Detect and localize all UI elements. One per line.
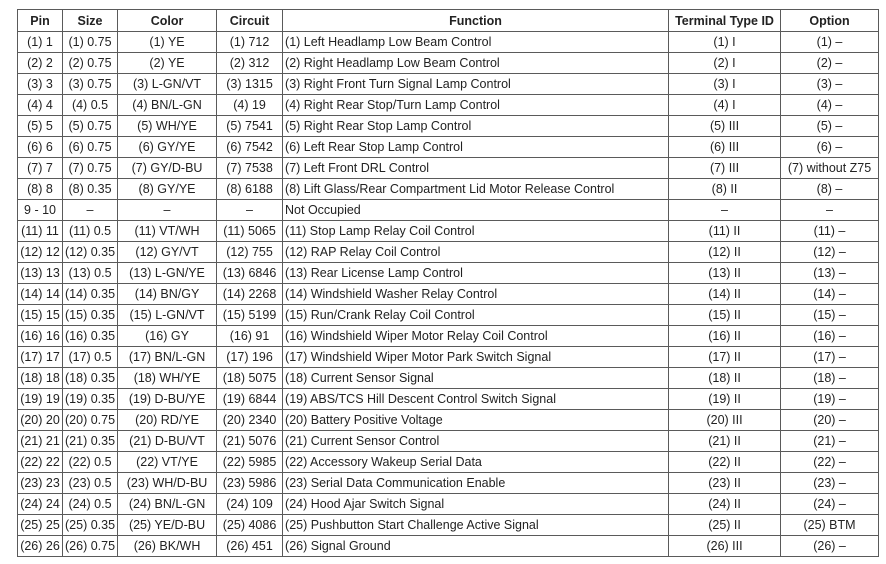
cell-terminal-type-id: (6) III [669, 137, 781, 158]
cell-color: (4) BN/L-GN [118, 95, 217, 116]
cell-circuit: (20) 2340 [217, 410, 283, 431]
cell-size: (16) 0.35 [63, 326, 118, 347]
cell-pin: (11) 11 [18, 221, 63, 242]
cell-terminal-type-id: (16) II [669, 326, 781, 347]
cell-size: (23) 0.5 [63, 473, 118, 494]
cell-terminal-type-id: (18) II [669, 368, 781, 389]
cell-pin: (4) 4 [18, 95, 63, 116]
cell-function: (17) Windshield Wiper Motor Park Switch Signal [283, 347, 669, 368]
cell-color: (25) YE/D-BU [118, 515, 217, 536]
cell-pin: (18) 18 [18, 368, 63, 389]
cell-size: (14) 0.35 [63, 284, 118, 305]
cell-option: (22) – [781, 452, 879, 473]
cell-size: (24) 0.5 [63, 494, 118, 515]
cell-size: (19) 0.35 [63, 389, 118, 410]
cell-terminal-type-id: (3) I [669, 74, 781, 95]
cell-pin: (16) 16 [18, 326, 63, 347]
cell-option: (7) without Z75 [781, 158, 879, 179]
cell-circuit: (19) 6844 [217, 389, 283, 410]
header-row [18, 10, 879, 32]
cell-pin: (2) 2 [18, 53, 63, 74]
cell-terminal-type-id: (25) II [669, 515, 781, 536]
cell-function: (7) Left Front DRL Control [283, 158, 669, 179]
cell-size: (25) 0.35 [63, 515, 118, 536]
cell-circuit: (1) 712 [217, 32, 283, 53]
cell-terminal-type-id: (15) II [669, 305, 781, 326]
cell-function: (3) Right Front Turn Signal Lamp Control [283, 74, 669, 95]
table-row [18, 326, 879, 347]
table-row [18, 32, 879, 53]
header-pin: Pin [18, 10, 63, 32]
cell-terminal-type-id: (1) I [669, 32, 781, 53]
cell-circuit: (7) 7538 [217, 158, 283, 179]
cell-option: (4) – [781, 95, 879, 116]
cell-function: (23) Serial Data Communication Enable [283, 473, 669, 494]
cell-terminal-type-id: (11) II [669, 221, 781, 242]
cell-pin: (24) 24 [18, 494, 63, 515]
cell-color: (20) RD/YE [118, 410, 217, 431]
cell-function: (6) Left Rear Stop Lamp Control [283, 137, 669, 158]
cell-circuit: (13) 6846 [217, 263, 283, 284]
cell-terminal-type-id: (21) II [669, 431, 781, 452]
cell-terminal-type-id: (24) II [669, 494, 781, 515]
table-row [18, 221, 879, 242]
cell-circuit: (18) 5075 [217, 368, 283, 389]
cell-circuit: (17) 196 [217, 347, 283, 368]
cell-option: (24) – [781, 494, 879, 515]
cell-size: (7) 0.75 [63, 158, 118, 179]
table-row [18, 368, 879, 389]
table-body [18, 32, 879, 557]
cell-circuit: – [217, 200, 283, 221]
cell-option: (18) – [781, 368, 879, 389]
cell-color: (3) L-GN/VT [118, 74, 217, 95]
table-row [18, 263, 879, 284]
cell-size: (18) 0.35 [63, 368, 118, 389]
header-option: Option [781, 10, 879, 32]
cell-option: (21) – [781, 431, 879, 452]
cell-option: (16) – [781, 326, 879, 347]
cell-option: (2) – [781, 53, 879, 74]
cell-function: (1) Left Headlamp Low Beam Control [283, 32, 669, 53]
cell-color: (23) WH/D-BU [118, 473, 217, 494]
cell-pin: (23) 23 [18, 473, 63, 494]
table-row [18, 53, 879, 74]
cell-circuit: (5) 7541 [217, 116, 283, 137]
cell-circuit: (24) 109 [217, 494, 283, 515]
cell-option: (17) – [781, 347, 879, 368]
cell-circuit: (4) 19 [217, 95, 283, 116]
table-row [18, 200, 879, 221]
cell-function: (11) Stop Lamp Relay Coil Control [283, 221, 669, 242]
cell-terminal-type-id: (14) II [669, 284, 781, 305]
cell-color: (24) BN/L-GN [118, 494, 217, 515]
cell-circuit: (3) 1315 [217, 74, 283, 95]
cell-terminal-type-id: (4) I [669, 95, 781, 116]
cell-option: (12) – [781, 242, 879, 263]
cell-function: (5) Right Rear Stop Lamp Control [283, 116, 669, 137]
cell-size: (2) 0.75 [63, 53, 118, 74]
table-row [18, 410, 879, 431]
header-terminal-type-id: Terminal Type ID [669, 10, 781, 32]
cell-terminal-type-id: (17) II [669, 347, 781, 368]
cell-function: (15) Run/Crank Relay Coil Control [283, 305, 669, 326]
cell-pin: (22) 22 [18, 452, 63, 473]
cell-size: (6) 0.75 [63, 137, 118, 158]
table-row [18, 179, 879, 200]
cell-color: (5) WH/YE [118, 116, 217, 137]
cell-option: (11) – [781, 221, 879, 242]
cell-option: (25) BTM [781, 515, 879, 536]
table-row [18, 137, 879, 158]
cell-size: (5) 0.75 [63, 116, 118, 137]
cell-pin: (13) 13 [18, 263, 63, 284]
cell-option: (13) – [781, 263, 879, 284]
cell-function: (13) Rear License Lamp Control [283, 263, 669, 284]
cell-pin: (26) 26 [18, 536, 63, 557]
cell-terminal-type-id: (26) III [669, 536, 781, 557]
cell-size: (17) 0.5 [63, 347, 118, 368]
cell-circuit: (2) 312 [217, 53, 283, 74]
cell-circuit: (23) 5986 [217, 473, 283, 494]
table-row [18, 389, 879, 410]
cell-option: (8) – [781, 179, 879, 200]
cell-color: (17) BN/L-GN [118, 347, 217, 368]
cell-option: (1) – [781, 32, 879, 53]
cell-terminal-type-id: (22) II [669, 452, 781, 473]
cell-function: (14) Windshield Washer Relay Control [283, 284, 669, 305]
cell-color: (13) L-GN/YE [118, 263, 217, 284]
cell-color: (6) GY/YE [118, 137, 217, 158]
cell-circuit: (8) 6188 [217, 179, 283, 200]
cell-option: (19) – [781, 389, 879, 410]
cell-function: (4) Right Rear Stop/Turn Lamp Control [283, 95, 669, 116]
cell-circuit: (6) 7542 [217, 137, 283, 158]
cell-color: (16) GY [118, 326, 217, 347]
cell-size: (26) 0.75 [63, 536, 118, 557]
cell-color: (11) VT/WH [118, 221, 217, 242]
cell-size: (22) 0.5 [63, 452, 118, 473]
cell-pin: (1) 1 [18, 32, 63, 53]
cell-pin: (7) 7 [18, 158, 63, 179]
cell-function: (8) Lift Glass/Rear Compartment Lid Motor Release Control [283, 179, 669, 200]
cell-color: (1) YE [118, 32, 217, 53]
cell-size: (8) 0.35 [63, 179, 118, 200]
cell-color: (8) GY/YE [118, 179, 217, 200]
cell-terminal-type-id: (12) II [669, 242, 781, 263]
table-row [18, 242, 879, 263]
cell-size: (11) 0.5 [63, 221, 118, 242]
header-circuit: Circuit [217, 10, 283, 32]
cell-pin: (8) 8 [18, 179, 63, 200]
cell-size: (4) 0.5 [63, 95, 118, 116]
cell-pin: (12) 12 [18, 242, 63, 263]
cell-option: (6) – [781, 137, 879, 158]
cell-function: (25) Pushbutton Start Challenge Active Signal [283, 515, 669, 536]
cell-terminal-type-id: (19) II [669, 389, 781, 410]
cell-circuit: (14) 2268 [217, 284, 283, 305]
cell-pin: (14) 14 [18, 284, 63, 305]
cell-color: (15) L-GN/VT [118, 305, 217, 326]
table-row [18, 305, 879, 326]
table-row [18, 95, 879, 116]
cell-pin: (19) 19 [18, 389, 63, 410]
cell-option: (23) – [781, 473, 879, 494]
cell-size: (13) 0.5 [63, 263, 118, 284]
cell-color: (26) BK/WH [118, 536, 217, 557]
cell-function: (26) Signal Ground [283, 536, 669, 557]
cell-option: (3) – [781, 74, 879, 95]
cell-size: (3) 0.75 [63, 74, 118, 95]
cell-size: – [63, 200, 118, 221]
cell-option: (15) – [781, 305, 879, 326]
cell-option: (26) – [781, 536, 879, 557]
cell-color: (18) WH/YE [118, 368, 217, 389]
cell-circuit: (26) 451 [217, 536, 283, 557]
cell-function: (20) Battery Positive Voltage [283, 410, 669, 431]
cell-circuit: (25) 4086 [217, 515, 283, 536]
header-color: Color [118, 10, 217, 32]
cell-size: (1) 0.75 [63, 32, 118, 53]
cell-color: (12) GY/VT [118, 242, 217, 263]
table-row [18, 347, 879, 368]
cell-function: Not Occupied [283, 200, 669, 221]
cell-circuit: (15) 5199 [217, 305, 283, 326]
cell-size: (20) 0.75 [63, 410, 118, 431]
cell-function: (22) Accessory Wakeup Serial Data [283, 452, 669, 473]
table-row [18, 158, 879, 179]
cell-pin: (25) 25 [18, 515, 63, 536]
cell-circuit: (22) 5985 [217, 452, 283, 473]
cell-terminal-type-id: (2) I [669, 53, 781, 74]
table-row [18, 116, 879, 137]
cell-function: (19) ABS/TCS Hill Descent Control Switch Signal [283, 389, 669, 410]
cell-color: (19) D-BU/YE [118, 389, 217, 410]
table-row [18, 431, 879, 452]
cell-pin: (17) 17 [18, 347, 63, 368]
cell-pin: (15) 15 [18, 305, 63, 326]
cell-option: – [781, 200, 879, 221]
cell-pin: (6) 6 [18, 137, 63, 158]
cell-function: (21) Current Sensor Control [283, 431, 669, 452]
cell-size: (15) 0.35 [63, 305, 118, 326]
cell-terminal-type-id: (20) III [669, 410, 781, 431]
cell-pin: (21) 21 [18, 431, 63, 452]
cell-function: (24) Hood Ajar Switch Signal [283, 494, 669, 515]
cell-pin: (3) 3 [18, 74, 63, 95]
cell-terminal-type-id: (7) III [669, 158, 781, 179]
header-size: Size [63, 10, 118, 32]
cell-circuit: (12) 755 [217, 242, 283, 263]
cell-circuit: (16) 91 [217, 326, 283, 347]
cell-function: (18) Current Sensor Signal [283, 368, 669, 389]
cell-function: (2) Right Headlamp Low Beam Control [283, 53, 669, 74]
header-function: Function [283, 10, 669, 32]
cell-pin: (5) 5 [18, 116, 63, 137]
cell-option: (5) – [781, 116, 879, 137]
table-row [18, 494, 879, 515]
cell-option: (20) – [781, 410, 879, 431]
table-row [18, 452, 879, 473]
connector-pinout-table [17, 9, 879, 557]
cell-size: (12) 0.35 [63, 242, 118, 263]
cell-function: (16) Windshield Wiper Motor Relay Coil Control [283, 326, 669, 347]
cell-option: (14) – [781, 284, 879, 305]
cell-terminal-type-id: – [669, 200, 781, 221]
cell-color: (2) YE [118, 53, 217, 74]
table-row [18, 284, 879, 305]
cell-color: (21) D-BU/VT [118, 431, 217, 452]
cell-color: (22) VT/YE [118, 452, 217, 473]
cell-function: (12) RAP Relay Coil Control [283, 242, 669, 263]
table-row [18, 515, 879, 536]
cell-terminal-type-id: (8) II [669, 179, 781, 200]
connector-pinout-table-container [17, 9, 879, 557]
table-row [18, 536, 879, 557]
table-row [18, 473, 879, 494]
table-row [18, 74, 879, 95]
cell-pin: (20) 20 [18, 410, 63, 431]
cell-size: (21) 0.35 [63, 431, 118, 452]
cell-pin: 9 - 10 [18, 200, 63, 221]
cell-circuit: (21) 5076 [217, 431, 283, 452]
cell-color: (7) GY/D-BU [118, 158, 217, 179]
cell-terminal-type-id: (13) II [669, 263, 781, 284]
cell-terminal-type-id: (23) II [669, 473, 781, 494]
cell-color: – [118, 200, 217, 221]
cell-color: (14) BN/GY [118, 284, 217, 305]
cell-circuit: (11) 5065 [217, 221, 283, 242]
cell-terminal-type-id: (5) III [669, 116, 781, 137]
